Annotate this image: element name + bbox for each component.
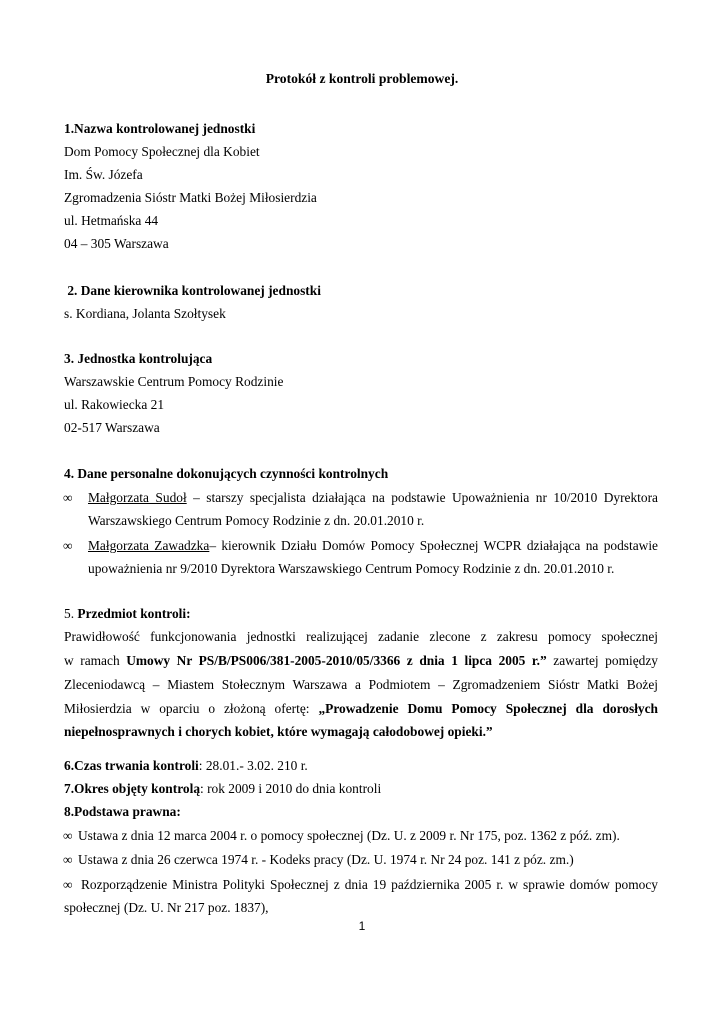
inspector-2-name: Małgorzata Zawadzka — [88, 538, 210, 553]
unit-postal-city: 04 – 305 Warszawa — [64, 236, 169, 251]
document-title: Protokół z kontroli problemowej. — [265, 71, 459, 86]
inspector-2-line-2: upoważnienia nr 9/2010 Dyrektora Warszawskiego Centrum Pomocy Rodzinie z dn. 20.01.2010 r. — [88, 561, 615, 576]
section-6-label: 6.Czas trwania kontroli — [64, 758, 199, 773]
subject-line-4 — [64, 700, 658, 717]
section-5-heading — [64, 605, 191, 622]
unit-name-line-2: Im. Św. Józefa — [64, 167, 143, 182]
legal-basis-1: Ustawa z dnia 12 marca 2004 r. o pomocy społecznej (Dz. U. z 2009 r. Nr 175, poz. 1362 z póź. zm). — [78, 828, 620, 843]
unit-name-line-3: Zgromadzenia Sióstr Matki Bożej Miłosierdzia — [64, 190, 317, 205]
inspector-1-name: Małgorzata Sudoł — [88, 490, 187, 505]
inspector-1-role: – starszy specjalista działająca na podstawie Upoważnienia nr 10/2010 Dyrektora — [186, 490, 658, 505]
subject-line-3: Zleceniodawcą – Miastem Stołecznym Warszawa a Podmiotem – Zgromadzeniem Sióstr Matki Bożej — [64, 677, 658, 692]
section-1-heading: 1.Nazwa kontrolowanej jednostki — [64, 121, 256, 136]
section-8-heading: 8.Podstawa prawna: — [64, 804, 181, 819]
inspector-2-line-1 — [88, 537, 658, 554]
legal-basis-2: Ustawa z dnia 26 czerwca 1974 r. - Kodeks pracy (Dz. U. 1974 r. Nr 24 poz. 141 z póz. zm.) — [78, 852, 574, 867]
bullet-symbol: ∞ — [63, 490, 73, 505]
offer-title-part-1: „Prowadzenie Domu Pomocy Społecznej dla dorosłych — [318, 701, 658, 716]
subject-line-2-a: w ramach — [64, 653, 127, 668]
section-5-number: 5 — [64, 606, 71, 621]
inspector-1-line-1 — [88, 489, 658, 506]
unit-name-line-1: Dom Pomocy Społecznej dla Kobiet — [64, 144, 260, 159]
section-7 — [64, 780, 381, 797]
section-6 — [64, 757, 308, 774]
section-3-heading: 3. Jednostka kontrolująca — [64, 351, 213, 366]
manager-name: s. Kordiana, Jolanta Szołtysek — [64, 306, 226, 321]
legal-basis-3-line-2: społecznej (Dz. U. Nr 217 poz. 1837), — [64, 900, 269, 915]
controller-name: Warszawskie Centrum Pomocy Rodzinie — [64, 374, 284, 389]
section-4-heading: 4. Dane personalne dokonujących czynności kontrolnych — [64, 466, 389, 481]
section-2-heading: 2. Dane kierownika kontrolowanej jednostki — [64, 283, 321, 298]
subject-line-2 — [64, 652, 658, 669]
bullet-symbol: ∞ — [63, 852, 73, 867]
bullet-symbol: ∞ — [63, 828, 73, 843]
bullet-symbol: ∞ — [63, 538, 73, 553]
section-7-value: : rok 2009 i 2010 do dnia kontroli — [200, 781, 382, 796]
section-5-dot: . — [70, 606, 78, 621]
inspector-1-line-2: Warszawskiego Centrum Pomocy Rodzinie z dn. 20.01.2010 r. — [88, 513, 425, 528]
controller-street: ul. Rakowiecka 21 — [64, 397, 165, 412]
subject-line-4-a: Miłosierdzia w oparciu o złożoną ofertę: — [64, 701, 319, 716]
unit-street: ul. Hetmańska 44 — [64, 213, 159, 228]
section-5-title: Przedmiot kontroli: — [77, 606, 191, 621]
legal-basis-3-line-1: Rozporządzenie Ministra Polityki Społecznej z dnia 19 października 2005 r. w sprawie domów pomocy — [81, 877, 658, 892]
inspector-2-role: – kierownik Działu Domów Pomocy Społecznej WCPR działająca na podstawie — [209, 538, 658, 553]
controller-postal-city: 02-517 Warszawa — [64, 420, 160, 435]
section-7-label: 7.Okres objęty kontrolą — [64, 781, 201, 796]
section-6-value: : 28.01.- 3.02. 210 r. — [198, 758, 308, 773]
offer-title-part-2: niepełnosprawnych i chorych kobiet, które wymagają całodobowej opieki.” — [64, 724, 493, 739]
subject-line-2-c: zawartej pomiędzy — [546, 653, 658, 668]
contract-reference: Umowy Nr PS/B/PS006/381-2005-2010/05/3366 z dnia 1 lipca 2005 r.” — [126, 653, 547, 668]
page-number: 1 — [358, 919, 366, 933]
subject-line-1: Prawidłowość funkcjonowania jednostki realizującej zadanie zlecone z zakresu pomocy społecznej — [64, 629, 658, 644]
bullet-symbol: ∞ — [63, 877, 73, 892]
